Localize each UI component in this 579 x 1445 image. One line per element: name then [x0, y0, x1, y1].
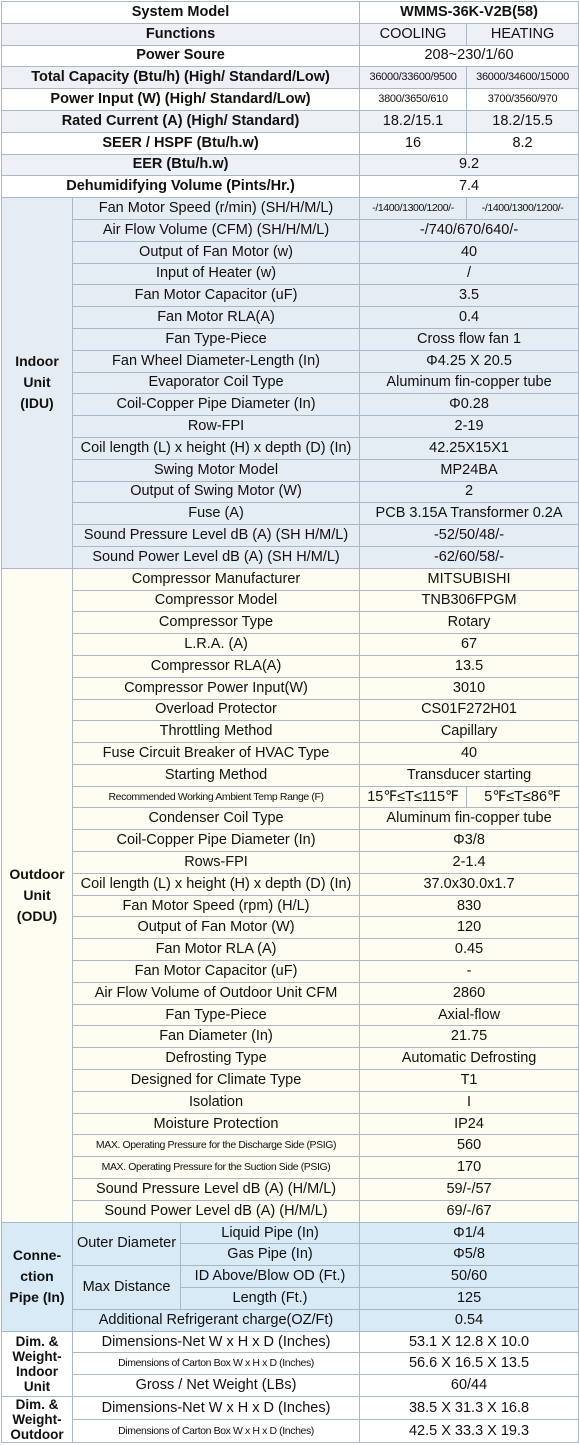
spec-label: L.R.A. (A) [73, 634, 360, 656]
table-row [2, 1309, 579, 1331]
spec-value: Transducer starting [360, 764, 579, 786]
spec-value: -62/60/58/- [360, 546, 579, 568]
table-row [2, 1091, 579, 1113]
spec-value-heating: 3700/3560/970 [467, 89, 579, 111]
table-row [2, 961, 579, 983]
table-row [2, 67, 579, 89]
spec-value: 56.6 X 16.5 X 13.5 [360, 1353, 579, 1375]
spec-value: MP24BA [360, 459, 579, 481]
spec-value: Φ1/4 [360, 1222, 579, 1244]
table-row [2, 437, 579, 459]
table-row [2, 677, 579, 699]
spec-label: Air Flow Volume of Outdoor Unit CFM [73, 982, 360, 1004]
spec-label: Length (Ft.) [181, 1288, 360, 1310]
spec-label: Evaporator Coil Type [73, 372, 360, 394]
table-row [2, 743, 579, 765]
spec-value: I [360, 1091, 579, 1113]
group-label-cell [2, 198, 73, 569]
spec-value-heating: 18.2/15.5 [467, 110, 579, 132]
table-row [2, 1200, 579, 1222]
spec-value-cooling: -/1400/1300/1200/- [360, 198, 467, 220]
group-label-line: (IDU) [20, 395, 54, 412]
spec-label: Gross / Net Weight (LBs) [73, 1375, 360, 1397]
table-row [2, 612, 579, 634]
spec-label: Coil-Copper Pipe Diameter (In) [73, 394, 360, 416]
spec-label: Compressor Power Input(W) [73, 677, 360, 699]
spec-value-heating: 8.2 [467, 132, 579, 154]
table-row [2, 568, 579, 590]
spec-label: Fan Diameter (In) [73, 1026, 360, 1048]
spec-value: 69/-/67 [360, 1200, 579, 1222]
spec-value: TNB306FPGM [360, 590, 579, 612]
table-row [2, 459, 579, 481]
spec-value: WMMS-36K-V2B(58) [360, 2, 579, 24]
group-label-line: Weight- [12, 1412, 62, 1427]
spec-value: 21.75 [360, 1026, 579, 1048]
table-row [2, 1157, 579, 1179]
spec-value: 830 [360, 895, 579, 917]
table-row [2, 176, 579, 198]
spec-label: Compressor Type [73, 612, 360, 634]
spec-label: Additional Refrigerant charge(OZ/Ft) [73, 1309, 360, 1331]
spec-label: Defrosting Type [73, 1048, 360, 1070]
spec-value: 53.1 X 12.8 X 10.0 [360, 1331, 579, 1353]
spec-label: Air Flow Volume (CFM) (SH/H/M/L) [73, 219, 360, 241]
spec-value: MITSUBISHI [360, 568, 579, 590]
spec-label: Recommended Working Ambient Temp Range (F) [73, 786, 360, 808]
spec-label: Compressor Manufacturer [73, 568, 360, 590]
spec-value: CS01F272H01 [360, 699, 579, 721]
table-row [2, 655, 579, 677]
spec-label: Sound Power Level dB (A) (H/M/L) [73, 1200, 360, 1222]
table-row [2, 285, 579, 307]
spec-label: MAX. Operating Pressure for the Suction Side (PSIG) [73, 1157, 360, 1179]
spec-value: 2-19 [360, 416, 579, 438]
outer-diameter-label: Outer Diameter [73, 1222, 181, 1266]
group-label-cell [2, 1331, 73, 1396]
spec-label: Output of Fan Motor (w) [73, 241, 360, 263]
spec-value: 3.5 [360, 285, 579, 307]
table-row [2, 45, 579, 67]
table-row [2, 1397, 579, 1420]
spec-value: 38.5 X 31.3 X 16.8 [360, 1397, 579, 1420]
spec-label: Fan Wheel Diameter-Length (In) [73, 350, 360, 372]
spec-value: Φ0.28 [360, 394, 579, 416]
spec-value: 7.4 [360, 176, 579, 198]
spec-value: 40 [360, 743, 579, 765]
spec-label: Power Soure [2, 45, 360, 67]
group-label-line: (ODU) [16, 907, 58, 924]
spec-value: 3010 [360, 677, 579, 699]
spec-value-cooling: COOLING [360, 23, 467, 45]
spec-value: Φ5/8 [360, 1244, 579, 1266]
spec-value: - [360, 961, 579, 983]
table-row [2, 917, 579, 939]
table-row [2, 1266, 579, 1288]
spec-label: Fan Motor Capacitor (uF) [73, 285, 360, 307]
group-label-line: Unit [23, 374, 51, 391]
spec-value: / [360, 263, 579, 285]
table-row [2, 350, 579, 372]
spec-value: Rotary [360, 612, 579, 634]
spec-label: Dimensions-Net W x H x D (Inches) [73, 1397, 360, 1420]
spec-label: Throttling Method [73, 721, 360, 743]
group-label-line: Outdoor [9, 865, 65, 882]
spec-label: Rows-FPI [73, 852, 360, 874]
table-row [2, 1331, 579, 1353]
table-row [2, 1222, 579, 1244]
spec-label: Fuse (A) [73, 503, 360, 525]
group-label-cell [2, 1222, 73, 1331]
spec-label: Sound Pressure Level dB (A) (H/M/L) [73, 1179, 360, 1201]
spec-label: Compressor Model [73, 590, 360, 612]
table-row [2, 1026, 579, 1048]
table-row [2, 590, 579, 612]
spec-label: Compressor RLA(A) [73, 655, 360, 677]
spec-value: 60/44 [360, 1375, 579, 1397]
spec-value: Automatic Defrosting [360, 1048, 579, 1070]
spec-label: SEER / HSPF (Btu/h.w) [2, 132, 360, 154]
spec-label: Designed for Climate Type [73, 1070, 360, 1092]
group-label-cell [2, 1397, 73, 1443]
spec-value: -/740/670/640/- [360, 219, 579, 241]
table-row [2, 2, 579, 24]
spec-label: Gas Pipe (In) [181, 1244, 360, 1266]
spec-value: 125 [360, 1288, 579, 1310]
group-label-line: Pipe (In) [9, 1289, 65, 1306]
table-row [2, 546, 579, 568]
spec-label: Coil-Copper Pipe Diameter (In) [73, 830, 360, 852]
table-row [2, 503, 579, 525]
spec-value: 120 [360, 917, 579, 939]
spec-value-cooling: 15℉≤T≤115℉ [360, 786, 467, 808]
table-row [2, 852, 579, 874]
table-row [2, 873, 579, 895]
table-row [2, 895, 579, 917]
spec-label: Total Capacity (Btu/h) (High/ Standard/Low) [2, 67, 360, 89]
spec-label: Isolation [73, 1091, 360, 1113]
spec-value: 208~230/1/60 [360, 45, 579, 67]
spec-label: Fan Motor RLA (A) [73, 939, 360, 961]
spec-label: Fuse Circuit Breaker of HVAC Type [73, 743, 360, 765]
table-row [2, 764, 579, 786]
spec-value: 13.5 [360, 655, 579, 677]
table-row [2, 481, 579, 503]
table-row [2, 1353, 579, 1375]
table-row [2, 219, 579, 241]
group-label-line: Dim. & [15, 1397, 59, 1412]
table-row [2, 110, 579, 132]
table-row [2, 1113, 579, 1135]
spec-label: Row-FPI [73, 416, 360, 438]
spec-value: Axial-flow [360, 1004, 579, 1026]
group-label-line: Weight- [12, 1348, 62, 1364]
spec-label: Fan Motor Speed (r/min) (SH/H/M/L) [73, 198, 360, 220]
spec-value: Cross flow fan 1 [360, 328, 579, 350]
spec-value: 40 [360, 241, 579, 263]
spec-label: Dimensions of Carton Box W x H x D (Inches) [73, 1420, 360, 1443]
spec-value: 67 [360, 634, 579, 656]
spec-value-cooling: 16 [360, 132, 467, 154]
spec-value: Φ3/8 [360, 830, 579, 852]
table-row [2, 1048, 579, 1070]
spec-label: Functions [2, 23, 360, 45]
spec-value-heating: -/1400/1300/1200/- [467, 198, 579, 220]
max-distance-label: Max Distance [73, 1266, 181, 1310]
table-row [2, 699, 579, 721]
table-row [2, 982, 579, 1004]
spec-value: 0.4 [360, 307, 579, 329]
spec-label: System Model [2, 2, 360, 24]
group-label-line: Conne- [12, 1247, 62, 1264]
table-row [2, 263, 579, 285]
spec-value: 170 [360, 1157, 579, 1179]
spec-label: Input of Heater (w) [73, 263, 360, 285]
spec-value-cooling: 36000/33600/9500 [360, 67, 467, 89]
spec-label: Swing Motor Model [73, 459, 360, 481]
spec-value: Aluminum fin-copper tube [360, 372, 579, 394]
table-row [2, 372, 579, 394]
table-row [2, 1070, 579, 1092]
spec-value: 2860 [360, 982, 579, 1004]
spec-label: Coil length (L) x height (H) x depth (D) (In) [73, 873, 360, 895]
spec-label: Fan Type-Piece [73, 328, 360, 350]
table-row [2, 634, 579, 656]
group-label-line: Unit [23, 886, 51, 903]
group-label-line: ction [20, 1268, 54, 1285]
spec-label: MAX. Operating Pressure for the Discharge Side (PSIG) [73, 1135, 360, 1157]
table-row [2, 241, 579, 263]
spec-table [1, 1, 579, 1443]
table-row [2, 132, 579, 154]
spec-label: Dimensions-Net W x H x D (Inches) [73, 1331, 360, 1353]
table-row [2, 1179, 579, 1201]
spec-label: Condenser Coil Type [73, 808, 360, 830]
group-label-line: Dim. & [15, 1333, 59, 1349]
spec-value: -52/50/48/- [360, 525, 579, 547]
spec-label: Overload Protector [73, 699, 360, 721]
spec-value: 9.2 [360, 154, 579, 176]
spec-label: Output of Fan Motor (W) [73, 917, 360, 939]
table-row [2, 939, 579, 961]
spec-label: Dimensions of Carton Box W x H x D (Inches) [73, 1353, 360, 1375]
spec-label: Coil length (L) x height (H) x depth (D) (In) [73, 437, 360, 459]
table-row [2, 394, 579, 416]
spec-label: ID Above/Blow OD (Ft.) [181, 1266, 360, 1288]
spec-label: Dehumidifying Volume (Pints/Hr.) [2, 176, 360, 198]
table-row [2, 328, 579, 350]
spec-value: 42.5 X 33.3 X 19.3 [360, 1420, 579, 1443]
spec-value: 0.54 [360, 1309, 579, 1331]
table-row [2, 23, 579, 45]
table-row [2, 89, 579, 111]
spec-value: 59/-/57 [360, 1179, 579, 1201]
spec-value-heating: HEATING [467, 23, 579, 45]
table-row [2, 198, 579, 220]
spec-value: 2 [360, 481, 579, 503]
spec-value: IP24 [360, 1113, 579, 1135]
group-label-line: Outdoor [10, 1427, 64, 1442]
group-label-line: Indoor [16, 1363, 58, 1379]
group-label-line: Unit [23, 1378, 51, 1394]
table-row [2, 154, 579, 176]
spec-value: T1 [360, 1070, 579, 1092]
table-row [2, 1420, 579, 1443]
spec-value: Capillary [360, 721, 579, 743]
spec-table-body [2, 2, 579, 1443]
spec-value: 560 [360, 1135, 579, 1157]
spec-value-heating: 5℉≤T≤86℉ [467, 786, 579, 808]
table-row [2, 307, 579, 329]
table-row [2, 830, 579, 852]
spec-value: Φ4.25 X 20.5 [360, 350, 579, 372]
table-row [2, 1375, 579, 1397]
table-row [2, 416, 579, 438]
spec-value-cooling: 3800/3650/610 [360, 89, 467, 111]
spec-value-cooling: 18.2/15.1 [360, 110, 467, 132]
spec-label: Fan Type-Piece [73, 1004, 360, 1026]
spec-label: Fan Motor RLA(A) [73, 307, 360, 329]
group-label-line: Indoor [15, 353, 59, 370]
spec-label: Fan Motor Capacitor (uF) [73, 961, 360, 983]
spec-value: PCB 3.15A Transformer 0.2A [360, 503, 579, 525]
spec-label: Liquid Pipe (In) [181, 1222, 360, 1244]
table-row [2, 786, 579, 808]
spec-label: Starting Method [73, 764, 360, 786]
spec-label: Sound Pressure Level dB (A) (SH H/M/L) [73, 525, 360, 547]
spec-label: Rated Current (A) (High/ Standard) [2, 110, 360, 132]
spec-value: Aluminum fin-copper tube [360, 808, 579, 830]
spec-value: 50/60 [360, 1266, 579, 1288]
table-row [2, 721, 579, 743]
spec-label: Power Input (W) (High/ Standard/Low) [2, 89, 360, 111]
spec-value: 42.25X15X1 [360, 437, 579, 459]
table-row [2, 525, 579, 547]
spec-label: EER (Btu/h.w) [2, 154, 360, 176]
table-row [2, 1135, 579, 1157]
spec-value: 2-1.4 [360, 852, 579, 874]
table-row [2, 1004, 579, 1026]
spec-value: 0.45 [360, 939, 579, 961]
spec-label: Moisture Protection [73, 1113, 360, 1135]
spec-value: 37.0x30.0x1.7 [360, 873, 579, 895]
table-row [2, 808, 579, 830]
group-label-cell [2, 568, 73, 1222]
spec-label: Output of Swing Motor (W) [73, 481, 360, 503]
spec-label: Sound Power Level dB (A) (SH H/M/L) [73, 546, 360, 568]
spec-value-heating: 36000/34600/15000 [467, 67, 579, 89]
spec-label: Fan Motor Speed (rpm) (H/L) [73, 895, 360, 917]
